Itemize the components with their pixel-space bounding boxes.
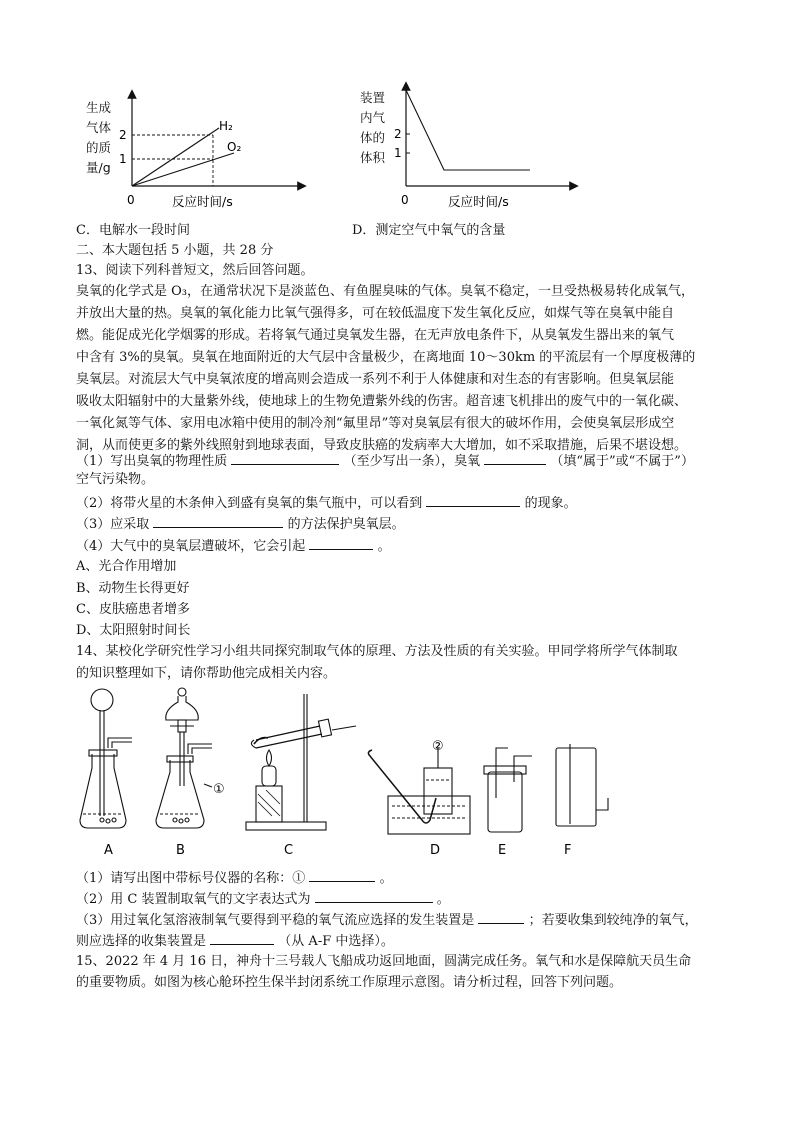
q13-sub1-blank-2[interactable] [484,451,546,465]
label-a: A [104,843,113,858]
graph-d-tick-2: 2 [394,127,402,141]
mark-2: ② [432,739,444,754]
graph-d-volume-line [406,90,530,170]
q13-option-b: B、动物生长得更好 [76,581,190,596]
graph-c [80,80,320,220]
q13-sub1-blank-1[interactable] [231,451,339,465]
apparatus-figure [70,686,610,858]
q13-passage-1: 臭氧的化学式是 O₃，在通常状况下是淡蓝色、有鱼腥臭味的气体。臭氧不稳定，一旦受热极易转化成氧气， [76,284,695,299]
mark-1: ① [213,782,225,797]
apparatus-a [80,689,132,828]
graph-d-ylabel: 装置 内气 体的 体积 [360,90,386,165]
graph-c-plot [116,80,316,220]
graph-d [360,80,600,220]
q13-option-d: D、太阳照射时间长 [76,623,191,638]
q13-passage-3: 燃。能促成光化学烟雾的形成。若将氧气通过臭氧发生器，在无声放电条件下，从臭氧发生器出来的氧气 [76,328,675,343]
graph-d-xlabel: 反应时间/s [448,194,509,209]
section-2-heading: 二、本大题包括 5 小题，共 28 分 [76,243,274,258]
graph-c-o2-label: O₂ [227,140,242,154]
q13-passage-4: 中含有 3%的臭氧。臭氧在地面附近的大气层中含量极少，在离地面 10～30km 的平流层有一个厚度极薄的 [76,350,696,365]
q14-sub1-blank[interactable] [309,868,375,882]
label-f: F [564,843,572,858]
q13-stem: 13、阅读下列科普短文，然后回答问题。 [76,263,314,278]
label-e: E [498,843,507,858]
q14-sub3-cont: 则应选择的收集装置是 （从 A-F 中选择）。 [76,931,776,951]
q14-sub3-blank-2[interactable] [210,931,274,945]
q13-passage-6: 吸收太阳辐射中的大量紫外线，使地球上的生物免遭紫外线的伤害。超音速飞机排出的废气中的一氧化碳、 [76,394,688,409]
apparatus-b [156,688,212,828]
graph-d-origin: 0 [401,193,409,207]
q13-sub2: （2）将带火星的木条伸入到盛有臭氧的集气瓶中，可以看到 的现象。 [76,493,776,513]
q13-passage-8: 洞，从而使更多的紫外线照射到地球表面，导致皮肤癌的发病率大大增加，如不采取措施，后果不堪设想。 [76,438,688,453]
q13-passage-7: 一氧化氮等气体、家用电冰箱中使用的制冷剂“氟里昂”等对臭氧层有很大的破坏作用，会使臭氧层形成空 [76,416,675,431]
q13-sub2-blank[interactable] [426,493,520,507]
graph-c-tick-1: 1 [119,152,127,166]
q14-sub3: （3）用过氧化氢溶液制氧气要得到平稳的氧气流应选择的发生装置是 ；若要收集到较纯净的氧气， [76,910,776,930]
q15-line-1: 15、2022 年 4 月 16 日，神舟十三号载人飞船成功返回地面，圆满完成任务。氧气和水是保障航天员生命 [76,954,692,969]
q13-sub1-cont: 空气污染物。 [76,472,155,487]
q14-sub2: （2）用 C 装置制取氧气的文字表达式为 。 [76,889,776,909]
graph-d-tick-1: 1 [394,146,402,160]
graph-c-h2-line [132,128,219,186]
graph-c-xlabel: 反应时间/s [172,194,233,209]
label-b: B [176,843,185,858]
label-c: C [284,843,294,858]
q13-passage-2: 并放出大量的热。臭氧的氧化能力比氧气强得多，可在较低温度下发生氧化反应，如煤气等在臭氧中能自 [76,306,675,321]
q14-sub3-blank-1[interactable] [478,910,524,924]
graph-c-origin: 0 [127,193,135,207]
graph-d-caption: D．测定空气中氧气的含量 [352,223,506,238]
apparatus-d [368,748,470,834]
q14-stem-1: 14、某校化学研究性学习小组共同探究制取气体的原理、方法及性质的有关实验。甲同学将所学气体制取 [76,644,678,659]
graph-c-caption: C．电解水一段时间 [76,223,190,238]
q13-sub3: （3）应采取 的方法保护臭氧层。 [76,514,776,534]
apparatus-e [484,748,532,832]
q13-sub4-blank[interactable] [309,536,373,550]
q15-line-2: 的重要物质。如图为核心舱环控生保半封闭系统工作原理示意图。请分析过程，回答下列问题。 [76,975,623,990]
q13-option-c: C、皮肤癌患者增多 [76,602,190,617]
graph-c-tick-2: 2 [119,128,127,142]
q13-passage-5: 臭氧层。对流层大气中臭氧浓度的增高则会造成一系列不利于人体健康和对生态的有害影响。但臭氧层能 [76,372,675,387]
q13-sub3-blank[interactable] [153,514,283,528]
apparatus-f [556,744,608,826]
graph-c-o2-line [132,153,234,186]
graph-c-ylabel: 生成 气体 的质 量/g [86,100,112,175]
q13-sub1: （1）写出臭氧的物理性质 （至少写出一条），臭氧 （填“属于”或“不属于”） [76,451,776,471]
apparatus-c [246,694,356,830]
graph-d-plot [388,80,588,220]
graph-c-h2-label: H₂ [219,119,233,133]
label-d: D [430,843,441,858]
q14-stem-2: 的知识整理如下，请你帮助他完成相关内容。 [76,666,337,681]
q13-sub4: （4）大气中的臭氧层遭破坏，它会引起 。 [76,536,776,556]
q13-option-a: A、光合作用增加 [76,559,177,574]
q14-sub2-blank[interactable] [315,889,433,903]
q14-sub1: （1）请写出图中带标号仪器的名称：① 。 [76,868,776,888]
